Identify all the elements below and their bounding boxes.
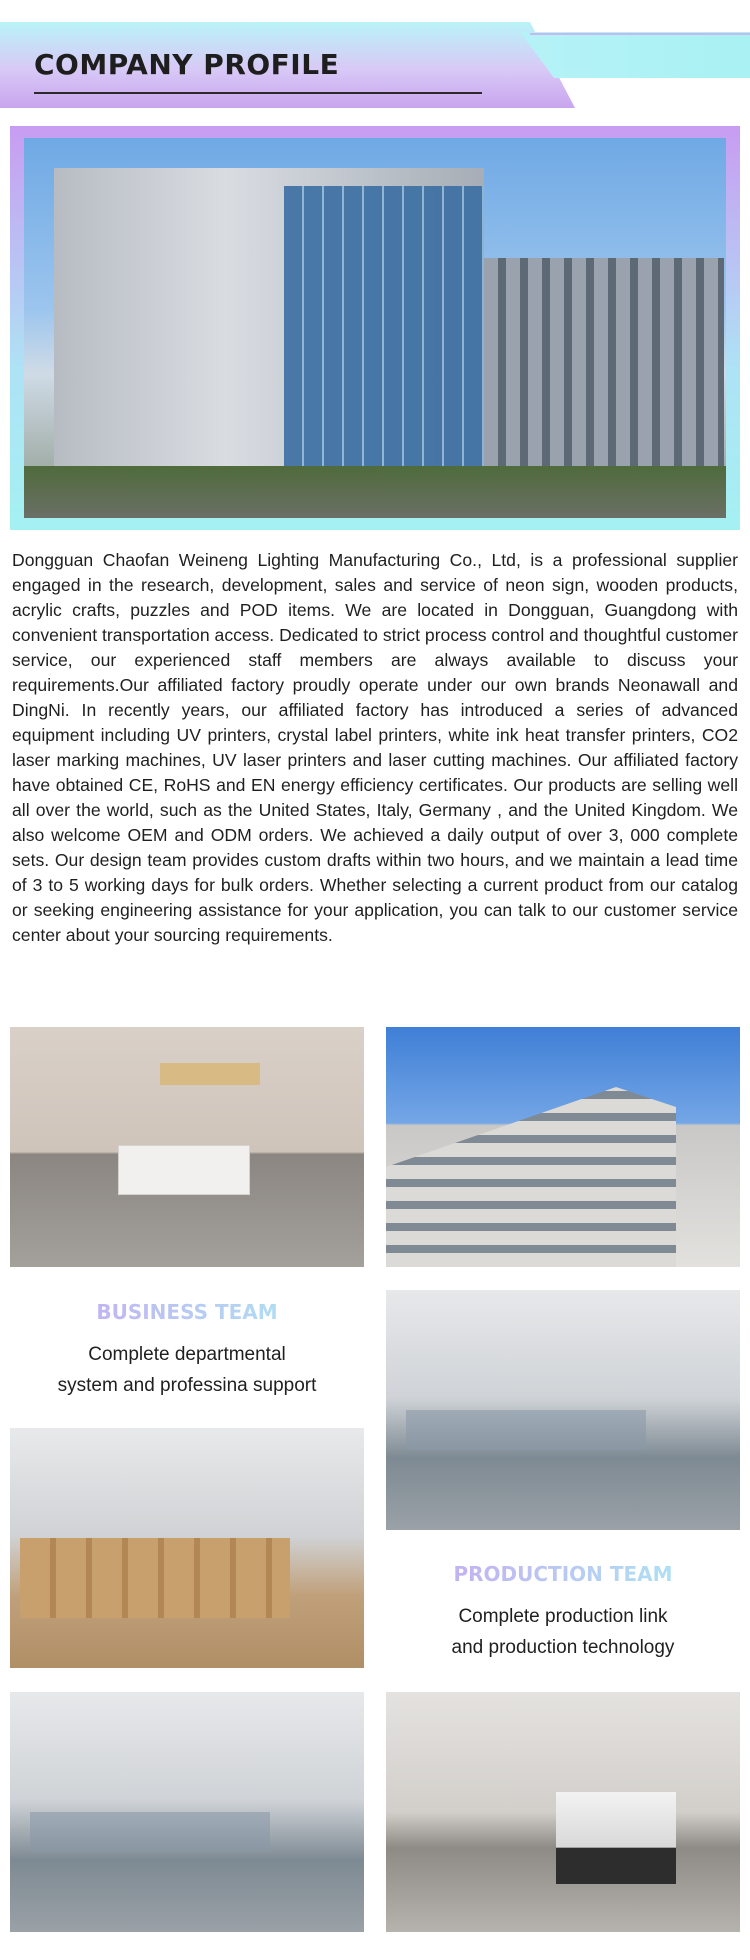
production-team-title: PRODUCTION TEAM	[386, 1562, 740, 1586]
business-team-line-1: Complete departmental	[88, 1344, 286, 1365]
factory-facade	[386, 1087, 740, 1267]
building-right-block	[484, 258, 724, 468]
header-banner	[0, 22, 750, 108]
building-glass-facade	[284, 186, 484, 468]
business-team-title: BUSINESS TEAM	[10, 1300, 364, 1324]
reception-logo-wall	[160, 1063, 260, 1085]
hero-photo-frame	[10, 126, 740, 530]
reception-desk	[118, 1145, 250, 1195]
banner-tail	[520, 32, 750, 78]
business-team-description	[10, 1339, 364, 1401]
production-team-line-1: Complete production link	[458, 1606, 668, 1627]
production-team-description	[386, 1601, 740, 1663]
title-underline	[34, 92, 482, 94]
factory-exterior-photo	[386, 1027, 740, 1267]
warehouse-boxes	[20, 1538, 290, 1618]
banner-accent-line	[530, 33, 750, 35]
reception-photo	[10, 1027, 364, 1267]
business-team-line-2: system and professina support	[57, 1375, 317, 1396]
assembly-line-photo	[10, 1692, 364, 1932]
laser-machine-photo	[386, 1692, 740, 1932]
production-team-line-2: and production technology	[451, 1637, 675, 1658]
company-building-photo	[24, 138, 726, 518]
building-ground	[24, 466, 726, 518]
warehouse-photo	[10, 1428, 364, 1668]
page-title: COMPANY PROFILE	[34, 48, 340, 81]
production-workshop-photo	[386, 1290, 740, 1530]
workshop-tables	[406, 1410, 646, 1450]
company-description: Dongguan Chaofan Weineng Lighting Manufacturing Co., Ltd, is a professional supplier engaged in the research, development, sales and service of neon sign, wooden products, acrylic crafts, puzzles and POD items. We are located in Dongguan, Guangdong with convenient transportation access. Dedicated to strict process control and thoughtful customer service, our experienced staff members are always available to discuss your requirements.Our affiliated factory proudly operate under our own brands Neonawall and DingNi. In recently years, our affiliated factory has introduced a series of advanced equipment including UV printers, crystal label printers, white ink heat transfer printers, CO2 laser marking machines, UV laser printers and laser cutting machines. Our affiliated factory have obtained CE, RoHS and EN energy efficiency certificates. Our products are selling well all over the world, such as the United States, Italy, Germany , and the United Kingdom. We also welcome OEM and ODM orders. We achieved a daily output of over 3, 000 complete sets. Our design team provides custom drafts within two hours, and we maintain a lead time of 3 to 5 working days for bulk orders. Whether selecting a current product from our catalog or seeking engineering assistance for your application, you can talk to our customer service center about your sourcing requirements.	[12, 550, 738, 945]
laser-cutting-machine	[556, 1792, 676, 1884]
assembly-tables	[30, 1812, 270, 1852]
